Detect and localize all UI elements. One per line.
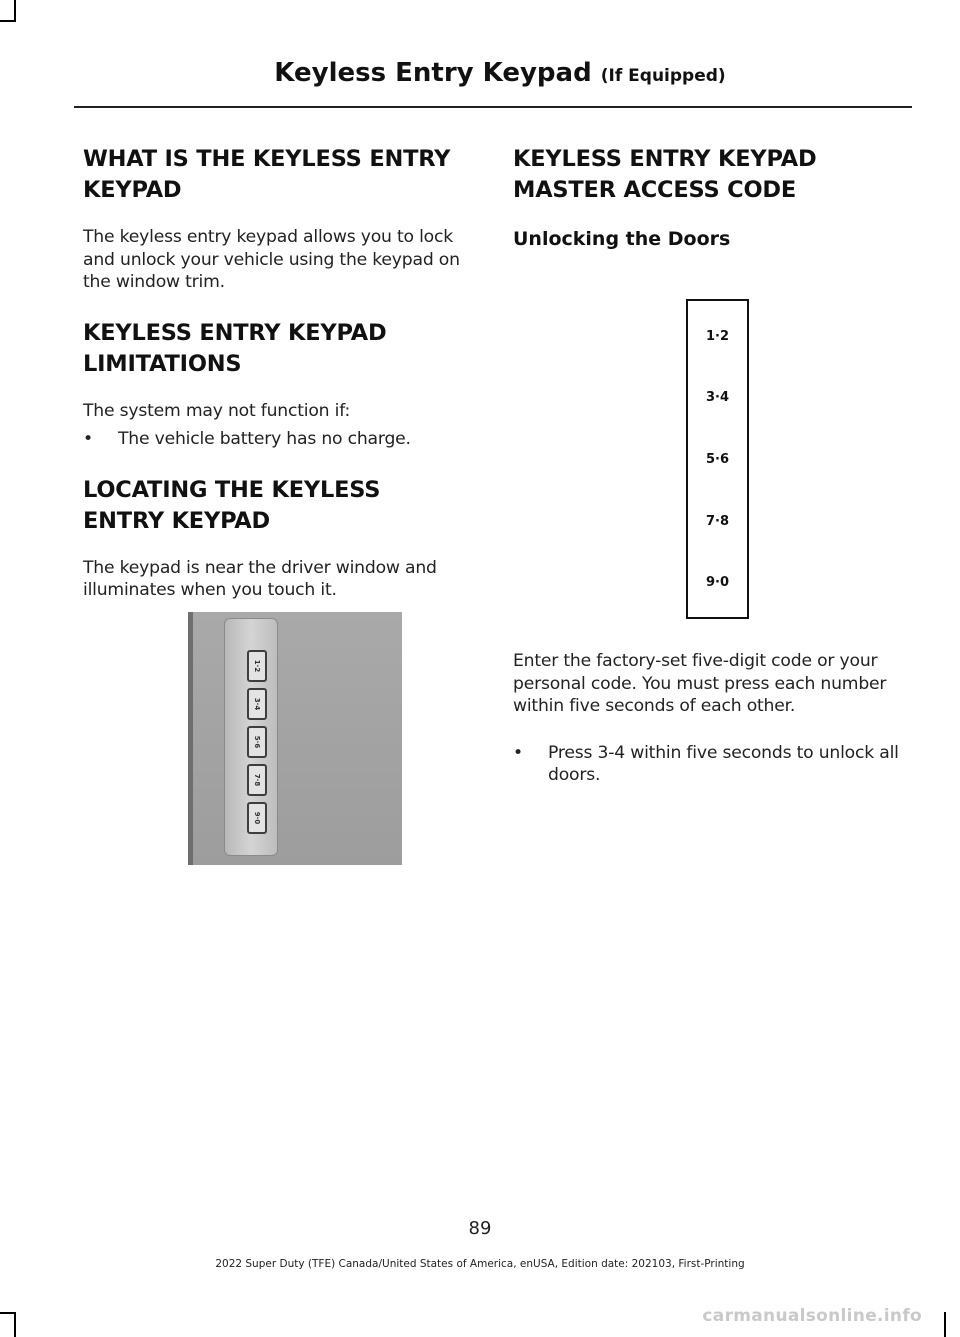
keypad-photo-key <box>247 650 267 682</box>
header-title: Keyless Entry Keypad <box>274 58 592 88</box>
bullet-item <box>513 742 913 787</box>
key-label: 7·8 <box>253 773 261 787</box>
section-intro-limitations: The system may not function if: <box>83 400 351 421</box>
keypad-diagram <box>686 299 749 619</box>
footer-text: 2022 Super Duty (TFE) Canada/United States of America, enUSA, Edition date: 202103, First-Printing <box>215 1258 745 1270</box>
crop-mark <box>944 1312 946 1337</box>
section-heading-master-code <box>513 144 913 206</box>
keypad-diagram-key: 5·6 <box>705 452 730 467</box>
keypad-diagram-key: 9·0 <box>705 575 730 590</box>
bullet-text: The vehicle battery has no charge. <box>118 429 411 449</box>
keypad-diagram-key: 3·4 <box>705 390 730 405</box>
left-column <box>83 144 479 626</box>
crop-mark <box>14 0 16 22</box>
keypad-diagram-key: 7·8 <box>705 514 730 529</box>
heading-line: KEYPAD <box>83 177 182 203</box>
page-number: 89 <box>468 1218 492 1239</box>
keypad-photo-key <box>247 688 267 720</box>
header-title-suffix: (If Equipped) <box>600 66 726 86</box>
heading-line: WHAT IS THE KEYLESS ENTRY <box>83 146 451 172</box>
keypad-photo <box>188 612 402 865</box>
heading-line: ENTRY KEYPAD <box>83 507 270 534</box>
photo-edge <box>188 612 193 865</box>
key-label: 9·0 <box>253 811 261 825</box>
crop-mark <box>14 1312 16 1337</box>
crop-mark <box>0 20 16 22</box>
crop-mark <box>0 1312 16 1314</box>
key-label: 1·2 <box>253 659 261 673</box>
key-label: 5·6 <box>253 735 261 749</box>
section-body-locating: The keypad is near the driver window and illuminates when you touch it. <box>83 557 437 600</box>
section-body-what-is: The keyless entry keypad allows you to lock and unlock your vehicle using the keypad on the window trim. <box>83 227 460 292</box>
section-heading-locating <box>83 475 479 537</box>
keypad-photo-key <box>247 726 267 758</box>
key-label: 3·4 <box>253 697 261 711</box>
master-code-body: Enter the factory-set five-digit code or your personal code. You must press each number within five seconds of each other. <box>513 651 887 716</box>
right-column <box>513 144 913 272</box>
bullet-symbol: • <box>83 429 93 449</box>
bullet-item <box>83 428 479 451</box>
section-heading-what-is <box>83 144 479 206</box>
heading-line: LIMITATIONS <box>83 350 242 377</box>
header-rule <box>74 106 912 108</box>
heading-line: KEYLESS ENTRY KEYPAD <box>83 319 387 346</box>
watermark: carmanualsonline.info <box>702 1306 922 1326</box>
subheading-unlocking: Unlocking the Doors <box>513 228 731 250</box>
section-heading-limitations <box>83 318 479 380</box>
heading-line: LOCATING THE KEYLESS <box>83 476 381 503</box>
heading-line: KEYLESS ENTRY KEYPAD <box>513 146 817 172</box>
page-header <box>0 58 960 88</box>
keypad-photo-key <box>247 802 267 834</box>
bullet-symbol: • <box>513 742 523 763</box>
right-column-lower <box>513 650 913 811</box>
bullet-text: Press 3-4 within five seconds to unlock all doors. <box>548 742 899 785</box>
keypad-photo-key <box>247 764 267 796</box>
heading-line: MASTER ACCESS CODE <box>513 177 797 203</box>
keypad-diagram-key: 1·2 <box>705 329 730 344</box>
